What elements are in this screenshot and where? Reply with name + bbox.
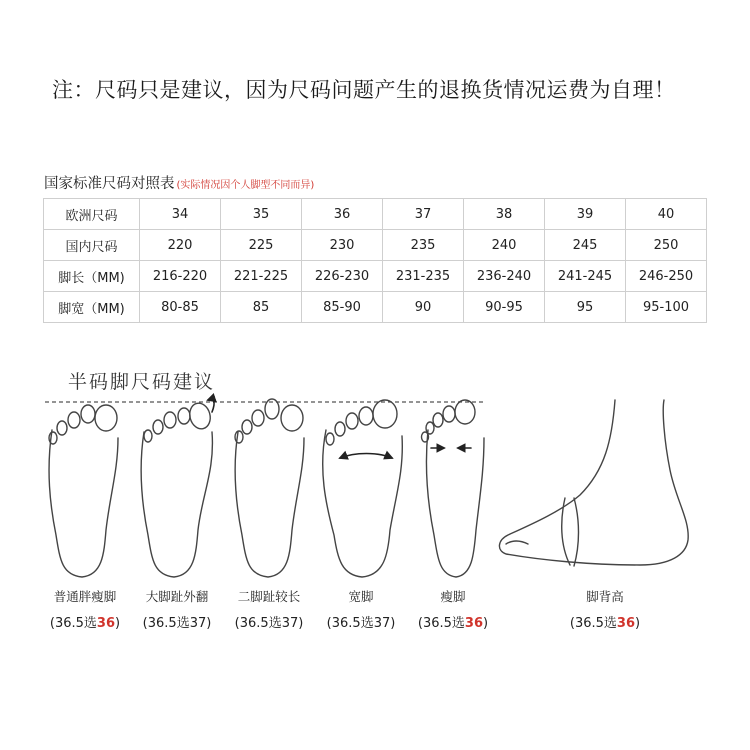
size-advice: (36.5选37): [142, 616, 212, 631]
table-cell: 250: [626, 230, 707, 261]
table-cell: 225: [221, 230, 302, 261]
table-cell: 226-230: [302, 261, 383, 292]
size-advice: (36.5选36): [49, 616, 121, 631]
row-header: 脚长（MM): [44, 261, 140, 292]
table-cell: 231-235: [383, 261, 464, 292]
table-cell: 235: [383, 230, 464, 261]
foot-type-label: 大脚趾外翻: [145, 589, 209, 604]
table-cell: 220: [140, 230, 221, 261]
table-cell: 35: [221, 199, 302, 230]
table-cell: 246-250: [626, 261, 707, 292]
table-cell: 90-95: [464, 292, 545, 323]
size-advice: (36.5选37): [326, 616, 396, 631]
table-cell: 37: [383, 199, 464, 230]
high-instep-foot-icon: [499, 400, 688, 566]
table-cell: 236-240: [464, 261, 545, 292]
table-cell: 95-100: [626, 292, 707, 323]
table-cell: 221-225: [221, 261, 302, 292]
row-header: 欧洲尺码: [44, 199, 140, 230]
table-cell: 38: [464, 199, 545, 230]
table-cell: 85: [221, 292, 302, 323]
table-cell: 216-220: [140, 261, 221, 292]
table-cell: 95: [545, 292, 626, 323]
table-cell: 36: [302, 199, 383, 230]
foot-type-label: 脚背高: [586, 589, 624, 604]
normal-foot-icon: [49, 405, 118, 577]
size-advice: (36.5选36): [417, 616, 489, 631]
half-size-advice-title: 半码脚尺码建议: [68, 371, 216, 393]
narrow-foot-icon: [422, 400, 485, 577]
table-cell: 80-85: [140, 292, 221, 323]
long-second-toe-foot-icon: [235, 399, 304, 577]
table-cell: 39: [545, 199, 626, 230]
table-cell: 90: [383, 292, 464, 323]
table-cell: 85-90: [302, 292, 383, 323]
size-disclaimer-note: 注：尺码只是建议，因为尺码问题产生的退换货情况运费为自理！: [52, 78, 676, 102]
foot-type-label: 宽脚: [348, 589, 374, 604]
table-cell: 245: [545, 230, 626, 261]
foot-type-label: 瘦脚: [440, 589, 466, 604]
size-advice: (36.5选37): [234, 616, 304, 631]
foot-type-label: 二脚趾较长: [237, 589, 301, 604]
table-title-text: 国家标准尺码对照表: [44, 176, 175, 192]
size-advice: (36.5选36): [569, 616, 641, 631]
row-header: 脚宽（MM): [44, 292, 140, 323]
foot-type-label: 普通胖瘦脚: [53, 589, 117, 604]
row-header: 国内尺码: [44, 230, 140, 261]
wide-foot-icon: [323, 400, 403, 577]
bunion-foot-icon: [141, 400, 214, 578]
table-subtitle: (实际情况因个人脚型不同而异): [176, 180, 315, 191]
table-cell: 230: [302, 230, 383, 261]
table-cell: 240: [464, 230, 545, 261]
table-cell: 40: [626, 199, 707, 230]
table-cell: 241-245: [545, 261, 626, 292]
table-cell: 34: [140, 199, 221, 230]
